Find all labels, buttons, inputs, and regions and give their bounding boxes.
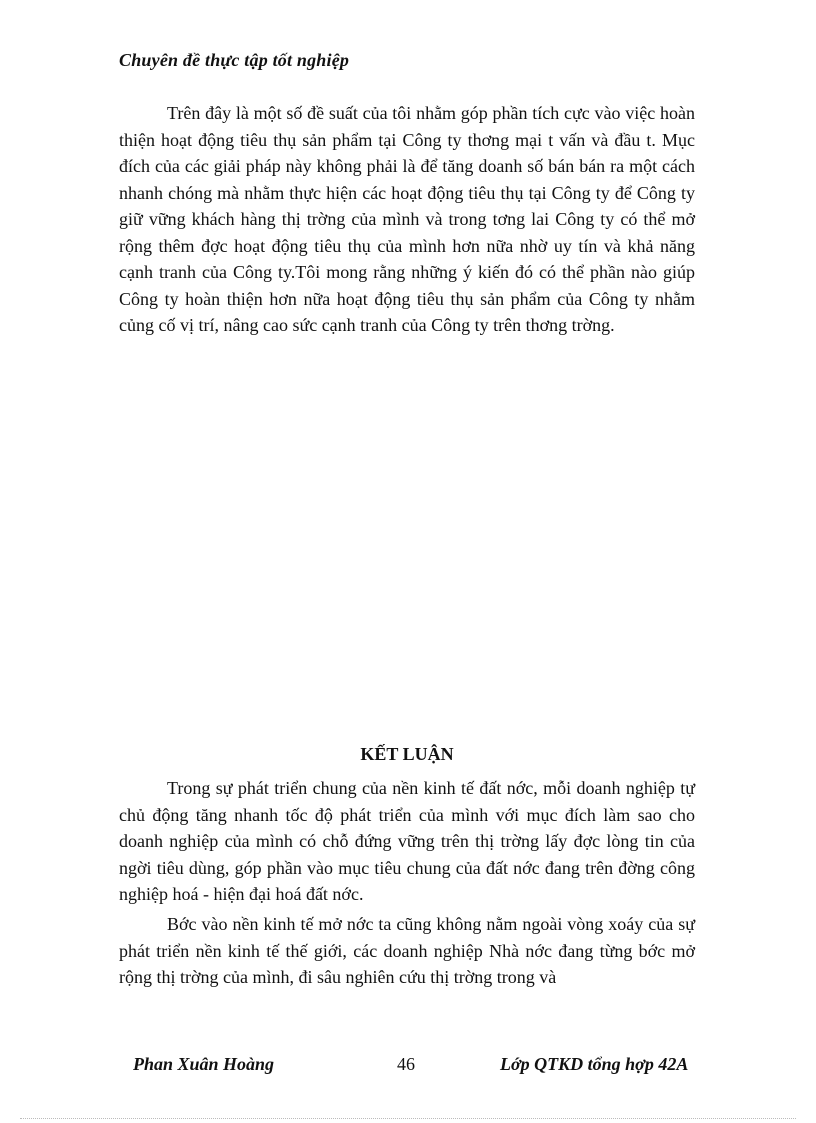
- body-paragraph: Bớc vào nền kinh tế mở nớc ta cũng không nằm ngoài vòng xoáy của sự phát triển nền kinh tế thế giới, các doanh nghiệp Nhà nớc đang từng bớc mở rộng thị trờng của mình, đi sâu nghiên cứu thị trờng trong và: [119, 914, 695, 987]
- body-paragraph: Trên đây là một số đề suất của tôi nhằm góp phần tích cực vào việc hoàn thiện hoạt động tiêu thụ sản phẩm tại Công ty thơng mại t vấn và đầu t. Mục đích của các giải pháp này không phải là để tăng doanh số bán bán ra một cách nhanh chóng mà nhằm thực hiện các hoạt động tiêu thụ tại Công ty để Công ty giữ vững khách hàng thị trờng của mình và trong tơng lai Công ty có thể mở rộng thêm đợc hoạt động tiêu thụ của mình hơn nữa nhờ uy tín và khả năng cạnh tranh của Công ty.Tôi mong rằng những ý kiến đó có thể phần nào giúp Công ty hoàn thiện hơn nữa hoạt động tiêu thụ sản phẩm của Công ty nhằm củng cố vị trí, nâng cao sức cạnh tranh của Công ty trên thơng trờng.: [119, 103, 695, 335]
- body-paragraph: Trong sự phát triển chung của nền kinh tế đất nớc, mỗi doanh nghiệp tự chủ động tăng nhanh tốc độ phát triển của mình với mục đích làm sao cho doanh nghiệp của mình có chỗ đứng vững trên thị trờng lấy đợc lòng tin của ngời tiêu dùng, góp phần vào mục tiêu chung của đất nớc đang trên đờng công nghiệp hoá - hiện đại hoá đất nớc.: [119, 778, 695, 904]
- section-heading: KẾT LUẬN: [360, 744, 454, 764]
- footer-class-name: Lớp QTKD tổng hợp 42A: [500, 1054, 689, 1074]
- page-header-title: Chuyên đề thực tập tốt nghiệp: [119, 50, 350, 70]
- footer-author: Phan Xuân Hoàng: [133, 1054, 275, 1074]
- footer-page-number: 46: [397, 1054, 415, 1074]
- page-bottom-divider: [20, 1118, 796, 1119]
